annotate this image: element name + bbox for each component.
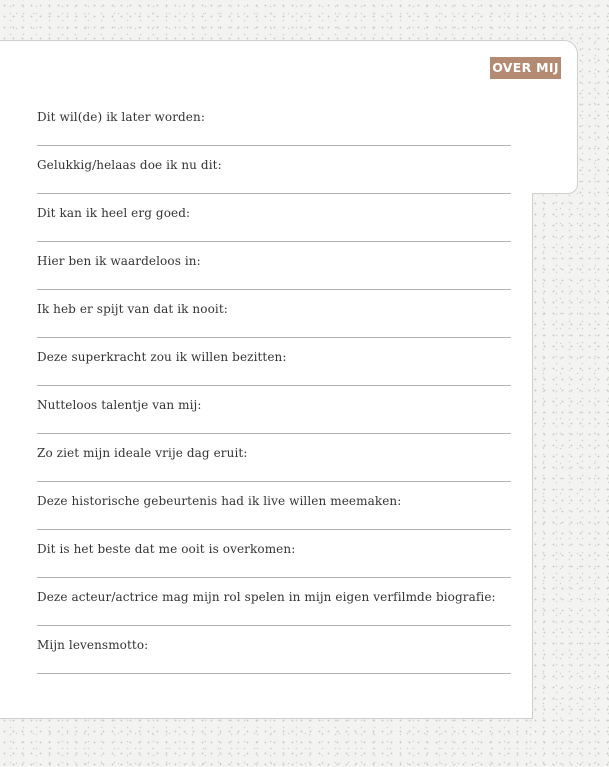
section-badge: OVER MIJ (490, 57, 561, 79)
question-label: Zo ziet mijn ideale vrije dag eruit: (37, 446, 248, 460)
question-item (37, 626, 511, 674)
question-item (37, 242, 511, 290)
question-item (37, 578, 511, 626)
question-label: Deze acteur/actrice mag mijn rol spelen in mijn eigen verfilmde biografie: (37, 590, 496, 604)
question-label: Dit is het beste dat me ooit is overkomen: (37, 542, 296, 556)
question-label: Mijn levensmotto: (37, 638, 149, 652)
question-item (37, 482, 511, 530)
question-item (37, 434, 511, 482)
question-label: Deze superkracht zou ik willen bezitten: (37, 350, 287, 364)
question-item (37, 530, 511, 578)
question-label: Ik heb er spijt van dat ik nooit: (37, 302, 228, 316)
question-label: Deze historische gebeurtenis had ik live willen meemaken: (37, 494, 402, 508)
question-label: Dit kan ik heel erg goed: (37, 206, 191, 220)
question-item (37, 338, 511, 386)
question-label: Dit wil(de) ik later worden: (37, 110, 205, 124)
question-item (37, 290, 511, 338)
question-item (37, 194, 511, 242)
question-list (37, 98, 511, 674)
question-item (37, 98, 511, 146)
question-label: Hier ben ik waardeloos in: (37, 254, 201, 268)
question-label: Nutteloos talentje van mij: (37, 398, 202, 412)
question-item (37, 146, 511, 194)
question-item (37, 386, 511, 434)
answer-line[interactable] (37, 673, 511, 674)
question-label: Gelukkig/helaas doe ik nu dit: (37, 158, 222, 172)
